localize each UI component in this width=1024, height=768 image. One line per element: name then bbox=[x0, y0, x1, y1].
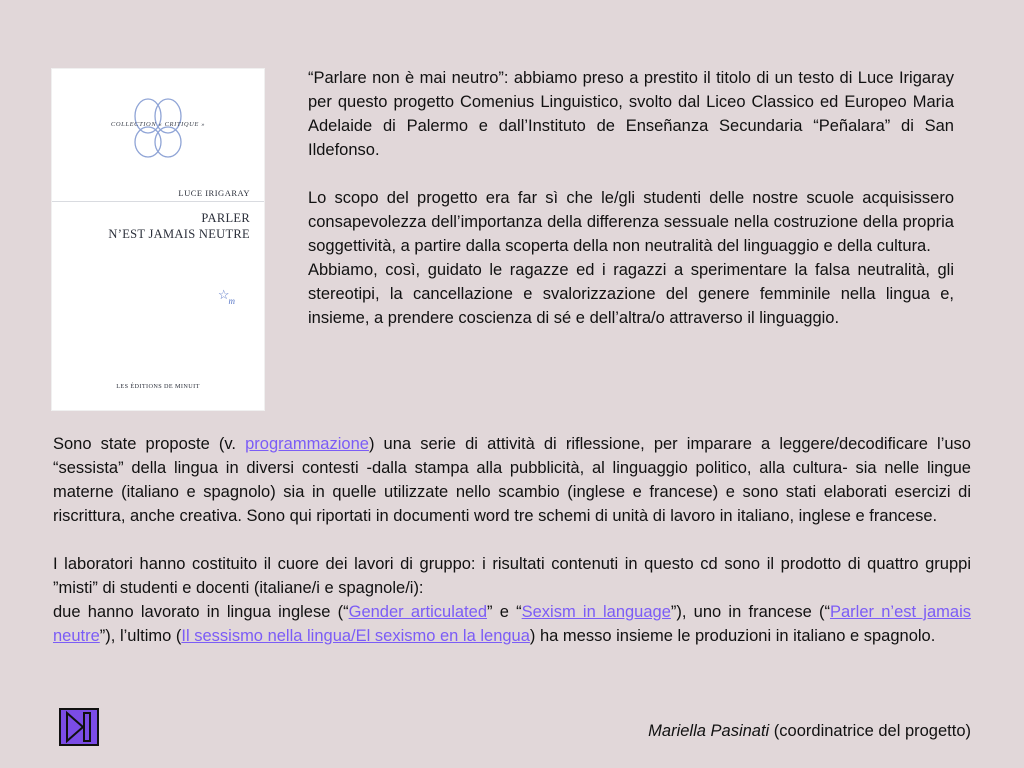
gender-articulated-link[interactable]: Gender articulated bbox=[348, 603, 487, 621]
cover-title bbox=[108, 210, 250, 242]
cover-publisher: LES ÉDITIONS DE MINUIT bbox=[116, 383, 200, 390]
cover-publisher-mark-icon bbox=[217, 287, 236, 306]
main-p3-text-c: ”), uno in francese (“ bbox=[670, 603, 830, 621]
main-p1-text-a: Sono state proposte (v. bbox=[53, 435, 246, 453]
cover-series-label: COLLECTION « CRITIQUE » bbox=[110, 121, 206, 128]
main-p3-text-e: ) ha messo insieme le produzioni in italiano e spagnolo. bbox=[529, 627, 936, 645]
signature-role: (coordinatrice del progetto) bbox=[769, 722, 971, 740]
signature-name: Mariella Pasinati bbox=[648, 722, 770, 740]
skip-to-end-button[interactable] bbox=[59, 708, 99, 746]
parler-link[interactable]: Parler n’est jamais neutre bbox=[53, 603, 971, 645]
signature bbox=[648, 719, 971, 743]
star-icon: ☆ bbox=[217, 287, 230, 302]
collection-logo-icon bbox=[52, 69, 264, 169]
il-sessismo-link[interactable]: Il sessismo nella lingua/El sexismo en la lengua bbox=[181, 627, 530, 645]
main-p3-text-b: ” e “ bbox=[487, 603, 522, 621]
book-cover-image bbox=[52, 69, 264, 410]
cover-divider bbox=[52, 201, 264, 202]
main-paragraph-1 bbox=[53, 432, 971, 528]
main-p1-text-b: ) una serie di attività di riflessione, per imparare a leggere/decodificare l’uso “sessista” della lingua in diversi contesti -dalla stampa alla pubblicità, al linguaggio politico, alla cultura- sia nelle lingue materne (italiano e spagnolo) sia in quelle utilizzate nello scambio (inglese e francese) e sono stati elaborati esercizi di riscrittura, anche creativa. Sono qui riportati in documenti word tre schemi di unità di lavoro in italiano, inglese e francese. bbox=[53, 435, 971, 525]
intro-paragraph-3: Abbiamo, così, guidato le ragazze ed i ragazzi a sperimentare la falsa neutralità, gli stereotipi, la cancellazione e svalorizzazione del genere femminile nella lingua e, insieme, a prendere coscienza di sé e dell’altra/o attraverso il linguaggio. bbox=[308, 261, 954, 327]
main-p3-text-a: due hanno lavorato in lingua inglese (“ bbox=[53, 603, 349, 621]
skip-to-end-icon bbox=[61, 710, 97, 744]
main-p3-text-d: ”), l’ultimo ( bbox=[99, 627, 182, 645]
intro-paragraph-1: “Parlare non è mai neutro”: abbiamo preso a prestito il titolo di un testo di Luce Irigaray per questo progetto Comenius Linguistico, svolto dal Liceo Classico ed Europeo Maria Adelaide di Palermo e dall’Instituto de Enseñanza Secundaria “Peñalara” di San Ildefonso. bbox=[308, 69, 954, 159]
main-text bbox=[53, 432, 971, 648]
cover-author: LUCE IRIGARAY bbox=[178, 188, 250, 198]
intro-paragraph-2: Lo scopo del progetto era far sì che le/gli studenti delle nostre scuole acquisissero consapevolezza dell’importanza della differenza sessuale nella costruzione della propria soggettività, a partire dalla scoperta della non neutralità del linguaggio e della cultura. bbox=[308, 189, 954, 255]
sexism-in-language-link[interactable]: Sexism in language bbox=[521, 603, 671, 621]
main-paragraph-3 bbox=[53, 600, 971, 648]
cover-title-line2: N’EST JAMAIS NEUTRE bbox=[108, 227, 250, 241]
intro-text bbox=[308, 66, 954, 330]
cover-title-line1: PARLER bbox=[201, 211, 250, 225]
main-paragraph-2: I laboratori hanno costituito il cuore dei lavori di gruppo: i risultati contenuti in questo cd sono il prodotto di quattro gruppi ”misti” di studenti e docenti (italiane/i e spagnole/i): bbox=[53, 555, 971, 597]
cover-mark-letter: m bbox=[228, 296, 235, 306]
programmazione-link[interactable]: programmazione bbox=[245, 435, 369, 453]
